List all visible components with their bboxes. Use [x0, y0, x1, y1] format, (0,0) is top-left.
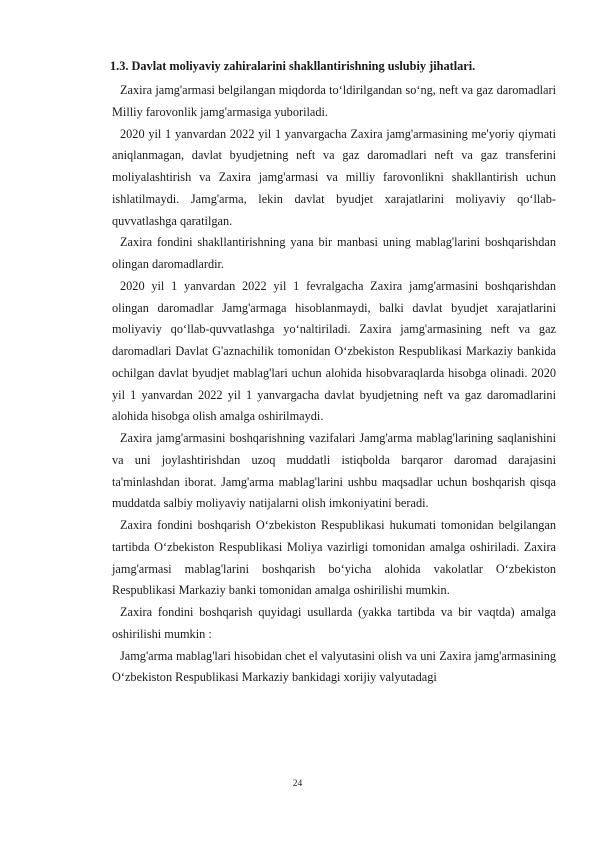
paragraph: 2020 yil 1 yanvardan 2022 yil 1 yanvargacha Zaxira jamg'armasining me'yoriy qiymati aniqlanmagan, davlat byudjetning neft va gaz daromadlari neft va gaz transferini moliyalashtirish va Zaxira jamg'armasi va milliy farovonlikni shakllantirish uchun ishlatilmaydi. Jamg'arma, lekin davlat byudjet xarajatlarini moliyaviy qo‘llab-quvvatlashga qaratilgan. — [112, 126, 556, 228]
paragraph: Jamg'arma mablag'lari hisobidan chet el valyutasini olish va uni Zaxira jamg'armasining O‘zbekiston Respublikasi Markaziy bankidagi xorijiy valyutadagi — [112, 648, 556, 685]
paragraph: 2020 yil 1 yanvardan 2022 yil 1 fevralgacha Zaxira jamg'armasini boshqarishdan olingan daromadlar Jamg'armaga hisoblanmaydi, balki davlat byudjet xarajatlarini moliyaviy qo‘llab-quvvatlashga yo‘naltiriladi. Zaxira jamg'armasining neft va gaz daromadlari Davlat G'aznachilik tomonidan O‘zbekiston Respublikasi Markaziy bankida ochilgan davlat byudjet mablag'lari uchun alohida hisobvaraqlarda hisobga olinadi. 2020 yil 1 yanvardan 2022 yil 1 yanvargacha davlat byudjetning neft va gaz daromadlarini alohida hisobga olish amalga oshirilmaydi. — [112, 278, 556, 424]
paragraph: Zaxira jamg'armasi belgilangan miqdorda to‘ldirilgandan so‘ng, neft va gaz daromadlari Milliy farovonlik jamg'armasiga yuboriladi. — [112, 83, 556, 119]
paragraph: Zaxira jamg'armasini boshqarishning vazifalari Jamg'arma mablag'larining saqlanishini va uni joylashtirishdan uzoq muddatli istiqbolda barqaror daromad darajasini ta'minlashdan iborat. Jamg'arma mablag'larini ushbu maqsadlar uchun boshqarish qisqa muddatda salbiy moliyaviy natijalarni olish imkoniyatini beradi. — [112, 431, 556, 511]
page-number: 24 — [292, 779, 303, 789]
paragraph: Zaxira fondini boshqarish O‘zbekiston Respublikasi hukumati tomonidan belgilangan tartibda O‘zbekiston Respublikasi Moliya vazirligi tomonidan amalga oshiriladi. Zaxira jamg'armasi mablag'larini boshqarish bo‘yicha alohida vakolatlar O‘zbekiston Respublikasi Markaziy banki tomonidan amalga oshirilishi mumkin. — [112, 518, 556, 598]
body-text — [112, 80, 556, 689]
paragraph: Zaxira fondini shakllantirishning yana bir manbasi uning mablag'larini boshqarishdan olingan daromadlardir. — [112, 235, 556, 271]
paragraph: Zaxira fondini boshqarish quyidagi usullarda (yakka tartibda va bir vaqtda) amalga oshirilishi mumkin : — [112, 605, 556, 641]
section-heading: 1.3. Davlat moliyaviy zahiralarini shakllantirishning uslubiy jihatlari. — [110, 59, 476, 73]
